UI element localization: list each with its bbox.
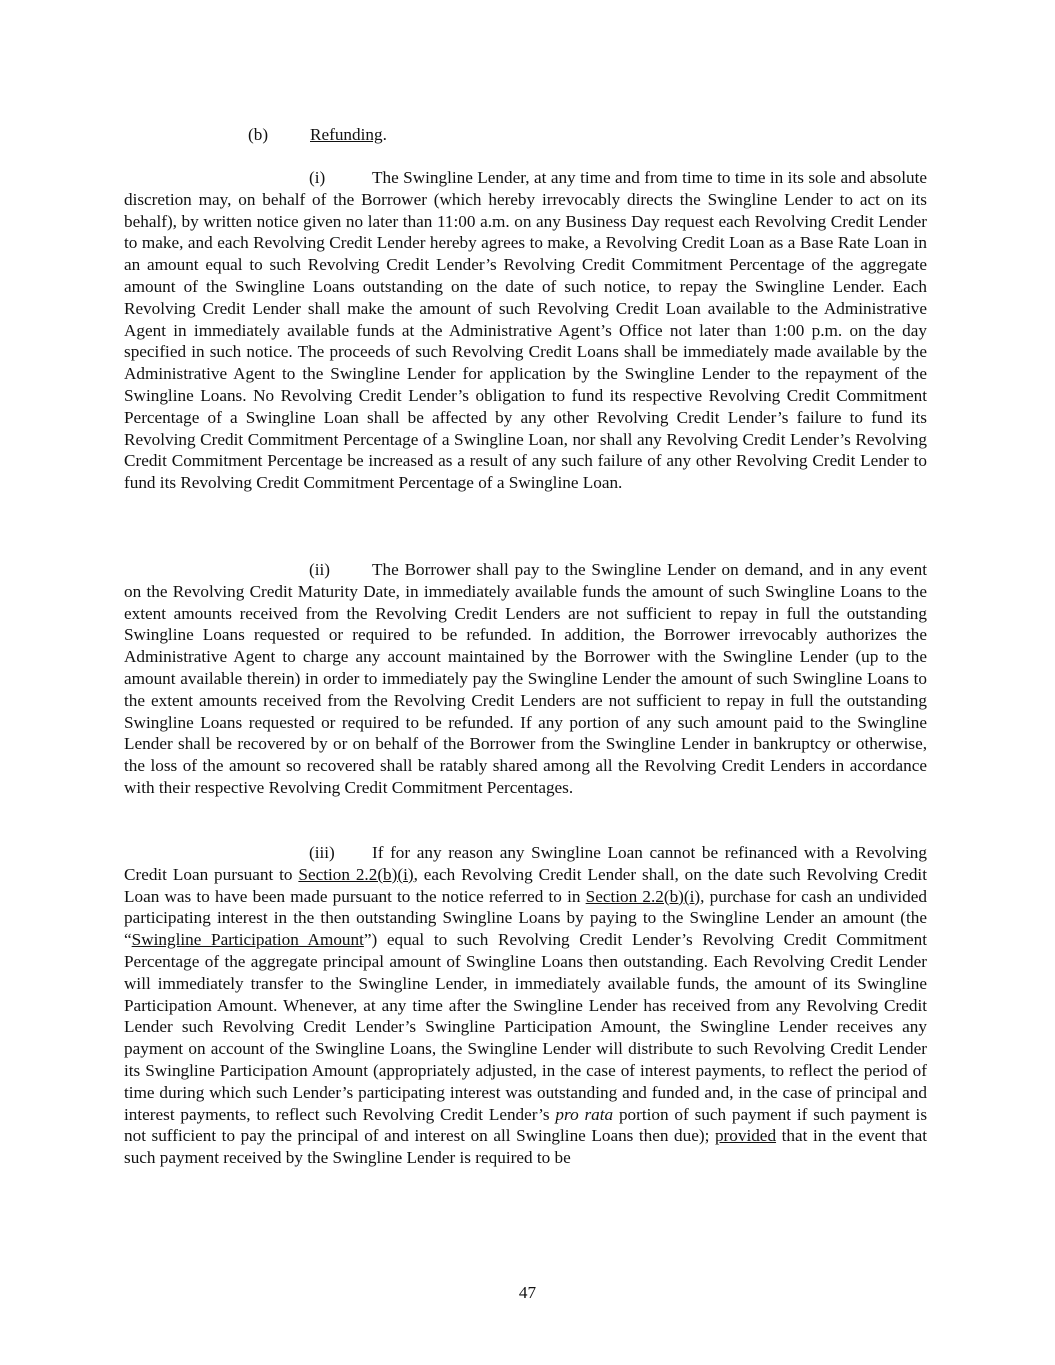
paragraph-ii bbox=[124, 559, 927, 799]
paragraph-iii-text-1: If for any reason any Swingline Loan cannot be refinanced with a Revolving Credit Loan pursuant to bbox=[124, 843, 927, 884]
section-heading bbox=[248, 124, 387, 146]
pro-rata-term: pro rata bbox=[555, 1104, 614, 1124]
section-title-suffix: . bbox=[382, 125, 387, 144]
paragraph-i-marker: (i) bbox=[309, 168, 326, 187]
paragraph-iii-text-2: , each Revolving Credit Lender shall, on the date such Revolving Credit Loan was to have been made pursuant to the notice referred to in bbox=[124, 864, 927, 906]
paragraph-i bbox=[124, 167, 927, 494]
paragraph-ii-text: The Borrower shall pay to the Swingline Lender on demand, and in any event on the Revolving Credit Maturity Date, in immediately available funds the amount of such Swingline Loans to the extent amounts received from the Revolving Credit Lenders are not sufficient to repay in full the outstanding Swingline Loans requested or required to be refunded. In addition, the Borrower irrevocably authorizes the Administrative Agent to charge any account maintained by the Borrower with the Swingline Lender (up to the amount available therein) in order to immediately pay the Swingline Lender the amount of such Swingline Loans to the extent amounts received from the Revolving Credit Lenders are not sufficient to repay in full the outstanding Swingline Loans requested or required to be refunded. If any portion of any such amount paid to the Swingline Lender shall be recovered by or on behalf of the Borrower from the Swingline Lender in bankruptcy or otherwise, the loss of the amount so recovered shall be ratably shared among all the Revolving Credit Lenders in accordance with their respective Revolving Credit Commitment Percentages. bbox=[124, 560, 927, 797]
paragraph-ii-marker: (ii) bbox=[309, 560, 330, 579]
paragraph-iii-text-5: portion of such payment if such payment is not sufficient to pay the principal of and interest on all Swingline Loans then due); bbox=[124, 1104, 928, 1146]
paragraph-i-text: The Swingline Lender, at any time and from time to time in its sole and absolute discretion may, on behalf of the Borrower (which hereby irrevocably directs the Swingline Lender to act on its behalf), by written notice given no later than 11:00 a.m. on any Business Day request each Revolving Credit Lender to make, and each Revolving Credit Lender hereby agrees to make, a Revolving Credit Loan as a Base Rate Loan in an amount equal to such Revolving Credit Lender’s Revolving Credit Commitment Percentage of the aggregate amount of the Swingline Loans outstanding on the date of such notice, to repay the Swingline Lender. Each Revolving Credit Lender shall make the amount of such Revolving Credit Loan available to the Administrative Agent in immediately available funds at the Administrative Agent’s Office not later than 1:00 p.m. on the day specified in such notice. The proceeds of such Revolving Credit Loans shall be immediately made available by the Administrative Agent to the Swingline Lender for application by the Swingline Lender to the repayment of the Swingline Loans. No Revolving Credit Lender’s obligation to fund its respective Revolving Credit Commitment Percentage of a Swingline Loan shall be affected by any other Revolving Credit Lender’s failure to fund its Revolving Credit Commitment Percentage of a Swingline Loan, nor shall any Revolving Credit Lender’s Revolving Credit Commitment Percentage be increased as a result of any such failure of any other Revolving Credit Lender to fund its Revolving Credit Commitment Percentage of a Swingline Loan. bbox=[124, 168, 927, 493]
paragraph-iii-text-6: that in the event that such payment received by the Swingline Lender is required to be bbox=[124, 1126, 927, 1168]
paragraph-iii-marker: (iii) bbox=[309, 843, 335, 862]
paragraph-iii-text-3: , purchase for cash an undivided participating interest in the then outstanding Swingline Loans by paying to the Swingline Lender an amount (the “ bbox=[124, 886, 927, 950]
defined-term: Swingline Participation Amount bbox=[131, 930, 364, 950]
section-number: (b) bbox=[248, 125, 269, 144]
section-reference-link[interactable]: Section 2.2(b)(i) bbox=[585, 886, 701, 906]
section-title: Refunding bbox=[310, 125, 383, 144]
section-reference-link[interactable]: Section 2.2(b)(i) bbox=[298, 864, 414, 884]
paragraph-iii bbox=[124, 842, 927, 1169]
paragraph-iii-text-4: ”) equal to such Revolving Credit Lender’s Revolving Credit Commitment Percentage of the aggregate principal amount of Swingline Loans then outstanding. Each Revolving Credit Lender will immediately transfer to the Swingline Lender, in immediately available funds, the amount of its Swingline Participation Amount. Whenever, at any time after the Swingline Lender has received from any Revolving Credit Lender such Revolving Credit Lender’s Swingline Participation Amount, the Swingline Lender receives any payment on account of the Swingline Loans, the Swingline Lender will distribute to such Revolving Credit Lender its Swingline Participation Amount (appropriately adjusted, in the case of interest payments, to reflect the period of time during which such Lender’s participating interest was outstanding and funded and, in the case of principal and interest payments, to reflect such Revolving Credit Lender’s bbox=[124, 930, 927, 1124]
page-number: 47 bbox=[518, 1283, 537, 1302]
proviso-term: provided bbox=[714, 1126, 777, 1146]
